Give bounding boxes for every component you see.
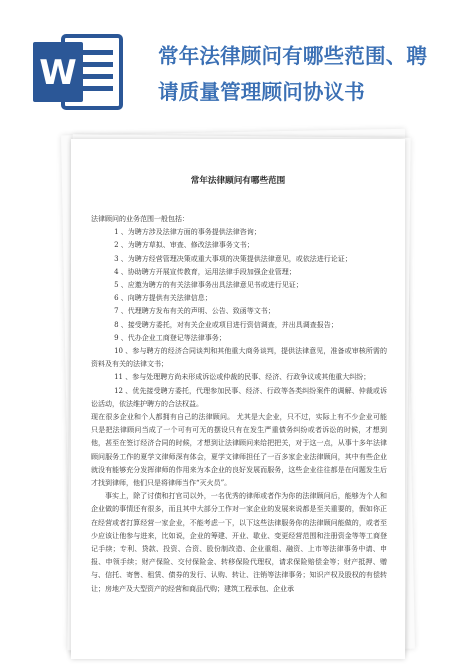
document-paragraph: 8 、接受聘方委托，对有关企业或项目进行资信调查，并出具调查报告； (114, 320, 338, 329)
document-paragraph: 6 、向聘方提供有关法律信息； (114, 294, 212, 303)
document-paragraph: 法律顾问的业务范围一般包括： (91, 215, 189, 223)
word-icon (33, 32, 125, 112)
page-title-line-1: 常年法律顾问有哪些范围、聘 (158, 44, 428, 68)
document-paragraph: 9 、代办企业工商登记等法律事务； (114, 333, 226, 342)
page-title (158, 38, 463, 110)
document-paragraph: 现在很多企业和个人都拥有自己的法律顾问。 尤其是大企业，只不过，实际上有不少企业可能只是把法律顾问当成了一个可有可无的摆设只有在发生严重债务纠纷或者诉讼的时候，才想到他，甚至在签订经济合同的时候，才想到让法律顾问来给把把关，对于这一点，从事十多年法律顾问服务工作的夏学文律师深有体会，夏学文律师担任了一百多家企业法律顾问，其中有些企业就没有能够充分发挥律师的作用来为本企业的良好发展而服务，这些企业往往都是在问题发生后才找到律师，他们只是将律师当作“灭火员”。 (91, 413, 387, 488)
document-paragraph: 1 、为聘方涉及法律方面的事务提供法律咨询； (114, 228, 261, 237)
document-paragraph: 2 、为聘方草拟、审查、修改法律事务文书； (114, 241, 254, 250)
document-page (71, 139, 405, 659)
document-paragraph: 4 、协助聘方开展宣传教育，运用法律手段加强企业管理； (114, 267, 296, 276)
document-paragraph: 12 、优先接受聘方委托，代理参加民事、经济、行政等各类纠纷案件的调解、仲裁或诉讼活动，依法维护聘方的合法权益。 (91, 386, 387, 408)
document-paragraph: 3 、为聘方经营管理决策或重大事项的决策提供法律意见，或依法进行论证； (114, 254, 352, 263)
document-paragraph: 7 、代理聘方发布有关的声明、公告、致函等文书； (114, 307, 275, 316)
page-title-line-2: 请质量管理顾问协议书 (158, 80, 365, 104)
document-paragraph: 10 、参与聘方的经济合同谈判和其他重大商务谈判，提供法律意见，准备或审核所需的资料及有关的法律文书； (91, 347, 387, 369)
document-body (91, 213, 387, 596)
document-paragraph: 5 、应邀为聘方的有关法律事务出具法律意见书或进行见证； (114, 281, 303, 290)
document-title: 常年法律顾问有哪些范围 (190, 176, 286, 186)
document-paragraph: 事实上，除了讨债和打官司以外，一名优秀的律师或者作为你的法律顾问后，能够为个人和企业做的事情还有很多，而且其中大部分工作对一家企业的发展来说都是至关重要的，假如你正在经营或者打算经营一家企业，不能考虑一下，以下这些法律服务你的法律顾问能做的，或者至少应该让他参与进来，比如说，企业的筹建、开业、歇业、变更经营范围和注册资金等等工商登记手续；专利、贷款、投资、合资、股份制改造、企业重组、融资、上市等法律事务中请、申报、申领手续；财产保险、交付保险金、转移保险代理权，请求保险赔偿金等；财产抵押、赠与、信托、寄售、租赁、债券的发行、认购、转让、注销等法律事务；知识产权及股权的有偿转让；房地产及大型资产的经营和商品代购；建筑工程承包、企业承 (91, 492, 387, 593)
word-icon-letter: W (39, 53, 77, 93)
document-paragraph: 11 、参与处理聘方尚未形成诉讼或仲裁的民事、经济、行政争议或其他重大纠纷； (114, 373, 371, 382)
